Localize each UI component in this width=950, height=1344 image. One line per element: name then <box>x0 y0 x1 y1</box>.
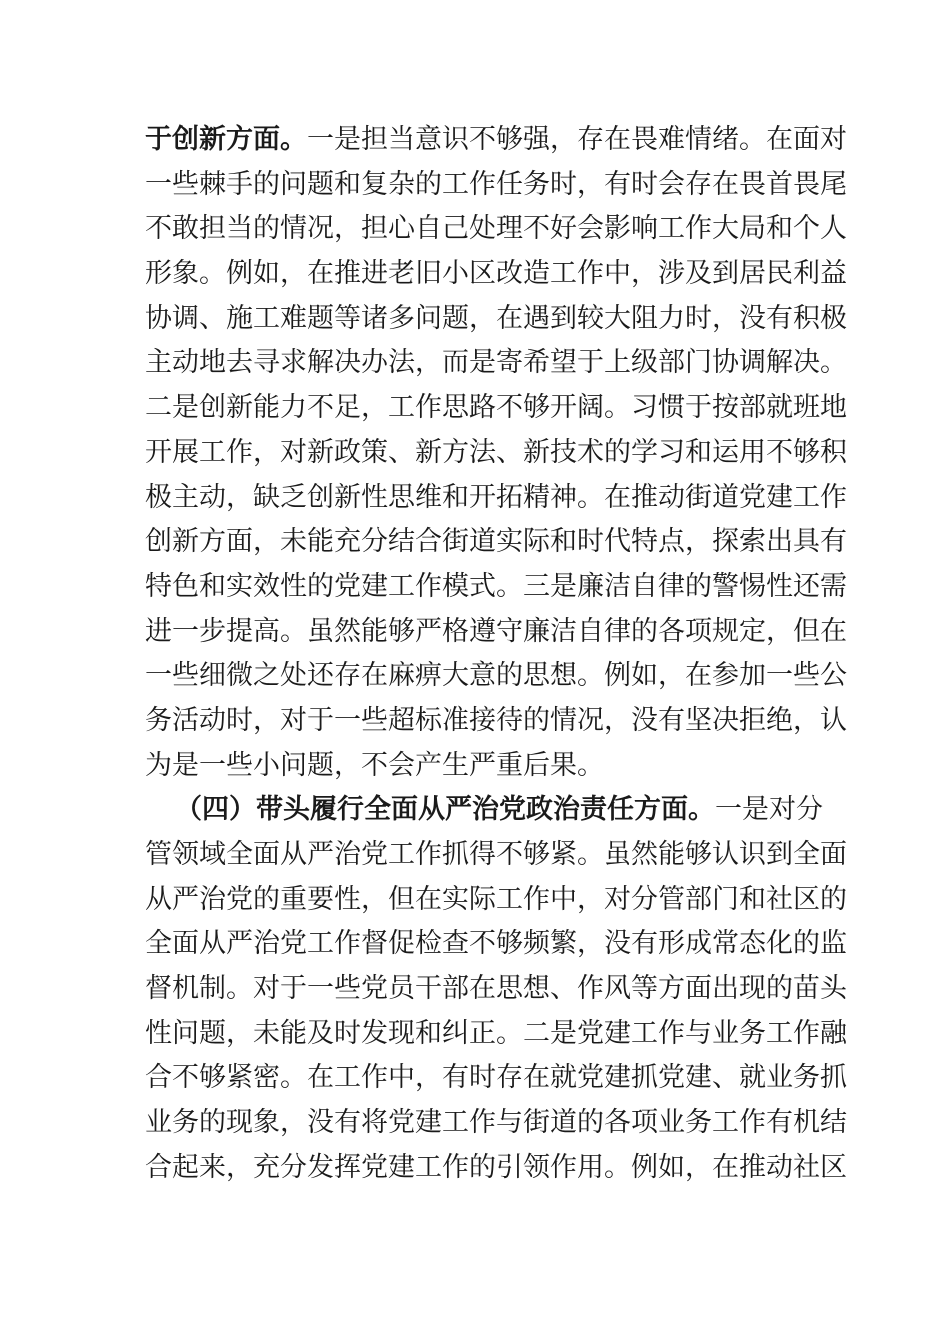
line-text: 主动地去寻求解决办法，而是寄希望于上级部门协调解决。 <box>145 347 847 379</box>
text-line <box>145 207 847 252</box>
text-line <box>145 654 847 699</box>
text-line <box>145 967 847 1012</box>
line-text: 开展工作，对新政策、新方法、新技术的学习和运用不够积 <box>145 436 847 468</box>
line-text: 一些棘手的问题和复杂的工作任务时，有时会存在畏首畏尾 <box>145 168 847 200</box>
text-line <box>145 744 810 789</box>
line-text: 创新方面，未能充分结合街道实际和时代特点，探索出具有 <box>145 526 847 558</box>
bold-heading: 于创新方面。 <box>145 124 307 155</box>
line-text: 合不够紧密。在工作中，有时存在就党建抓党建、就业务抓 <box>145 1062 847 1094</box>
text-line <box>145 163 847 208</box>
line-text: 极主动，缺乏创新性思维和开拓精神。在推动街道党建工作 <box>145 481 847 513</box>
text-line <box>145 1056 847 1101</box>
line-text: 性问题，未能及时发现和纠正。二是党建工作与业务工作融 <box>145 1017 847 1049</box>
text-line <box>145 118 847 163</box>
text-line <box>145 1012 847 1057</box>
line-text: 一是对分 <box>715 794 823 826</box>
line-text: 管领域全面从严治党工作抓得不够紧。虽然能够认识到全面 <box>145 839 847 870</box>
text-line <box>145 252 847 297</box>
line-text: 从严治党的重要性，但在实际工作中，对分管部门和社区的 <box>145 883 847 915</box>
text-line <box>145 922 847 967</box>
text-line <box>145 431 847 476</box>
line-text: 督机制。对于一些党员干部在思想、作风等方面出现的苗头 <box>145 973 847 1005</box>
line-text: 全面从严治党工作督促检查不够频繁，没有形成常态化的监 <box>145 928 847 960</box>
text-line <box>145 833 847 878</box>
text-line <box>145 1146 847 1191</box>
text-line <box>145 1101 847 1146</box>
section-heading: （四）带头履行全面从严治党政治责任方面。 <box>175 794 715 826</box>
body-text <box>145 118 847 1191</box>
text-line <box>145 297 847 342</box>
line-text: 合起来，充分发挥党建工作的引领作用。例如，在推动社区 <box>145 1151 847 1183</box>
line-text: 特色和实效性的党建工作模式。三是廉洁自律的警惕性还需 <box>145 570 847 602</box>
line-text: 为是一些小问题，不会产生严重后果。 <box>145 749 604 781</box>
line-text: 协调、施工难题等诸多问题，在遇到较大阻力时，没有积极 <box>145 302 847 334</box>
text-line <box>145 878 847 923</box>
line-text: 一些细微之处还存在麻痹大意的思想。例如，在参加一些公 <box>145 660 847 692</box>
line-text: 二是创新能力不足，工作思路不够开阔。习惯于按部就班地 <box>145 392 847 424</box>
text-line <box>145 788 823 833</box>
text-line <box>145 565 847 610</box>
line-text: 业务的现象，没有将党建工作与街道的各项业务工作有机结 <box>145 1107 847 1139</box>
line-text: 进一步提高。虽然能够严格遵守廉洁自律的各项规定，但在 <box>145 615 847 647</box>
text-line <box>145 476 847 521</box>
line-text: 形象。例如，在推进老旧小区改造工作中，涉及到居民利益 <box>145 258 847 290</box>
text-line <box>145 699 847 744</box>
line-text: 不敢担当的情况，担心自己处理不好会影响工作大局和个人 <box>145 213 847 245</box>
text-line <box>145 520 847 565</box>
text-line <box>145 610 847 655</box>
text-line <box>145 341 847 386</box>
text-line <box>145 386 847 431</box>
line-text: 一是担当意识不够强，存在畏难情绪。在面对 <box>307 124 847 155</box>
line-text: 务活动时，对于一些超标准接待的情况，没有坚决拒绝，认 <box>145 704 847 736</box>
